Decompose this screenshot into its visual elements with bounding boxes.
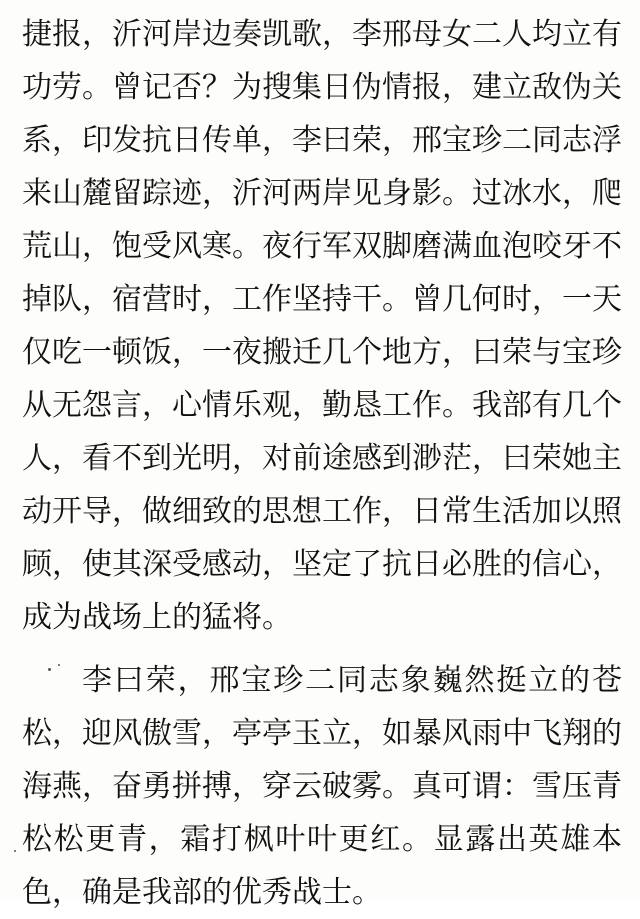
scan-speck (58, 664, 60, 666)
text-line: 松松更青，霜打枫叶叶更红。显露出英雄本 (22, 822, 622, 857)
text-line: 掉队，宿营时，工作坚持干。曾几何时，一天 (22, 282, 622, 317)
text-line: 人，看不到光明，对前途感到渺茫，曰荣她主 (22, 441, 622, 476)
text-line: 捷报，沂河岸边奏凯歌，李邢母女二人均立有 (22, 17, 622, 52)
scan-speck (48, 668, 51, 671)
text-line: 从无怨言，心情乐观，勤恳工作。我部有几个 (22, 388, 622, 423)
text-line: 顾，使其深受感动，坚定了抗日必胜的信心， (22, 547, 622, 582)
text-line: 海燕，奋勇拼搏，穿云破雾。真可谓：雪压青 (22, 769, 622, 804)
text-line: 松，迎风傲雪，亭亭玉立，如暴风雨中飞翔的 (22, 716, 622, 751)
text-line: 仅吃一顿饭，一夜搬迁几个地方，曰荣与宝珍 (22, 335, 622, 370)
text-line: 荒山，饱受风寒。夜行军双脚磨满血泡咬牙不 (22, 229, 622, 264)
text-line: 功劳。曾记否？为搜集日伪情报，建立敌伪关 (22, 70, 622, 105)
text-line: 系，印发抗日传单，李曰荣，邢宝珍二同志浮 (22, 123, 622, 158)
text-line: 色，确是我部的优秀战士。 (22, 875, 382, 910)
body-text (22, 8, 622, 919)
text-line: 来山麓留踪迹，沂河两岸见身影。过冰水，爬 (22, 176, 622, 211)
paragraph-1 (22, 8, 622, 644)
text-line-indented: 李曰荣，邢宝珍二同志象巍然挺立的苍 (82, 663, 622, 698)
paragraph-2 (22, 654, 622, 919)
text-line: 成为战场上的猛将。 (22, 600, 292, 635)
text-line: 动开导，做细致的思想工作，日常生活加以照 (22, 494, 622, 529)
scan-speck (14, 850, 16, 852)
